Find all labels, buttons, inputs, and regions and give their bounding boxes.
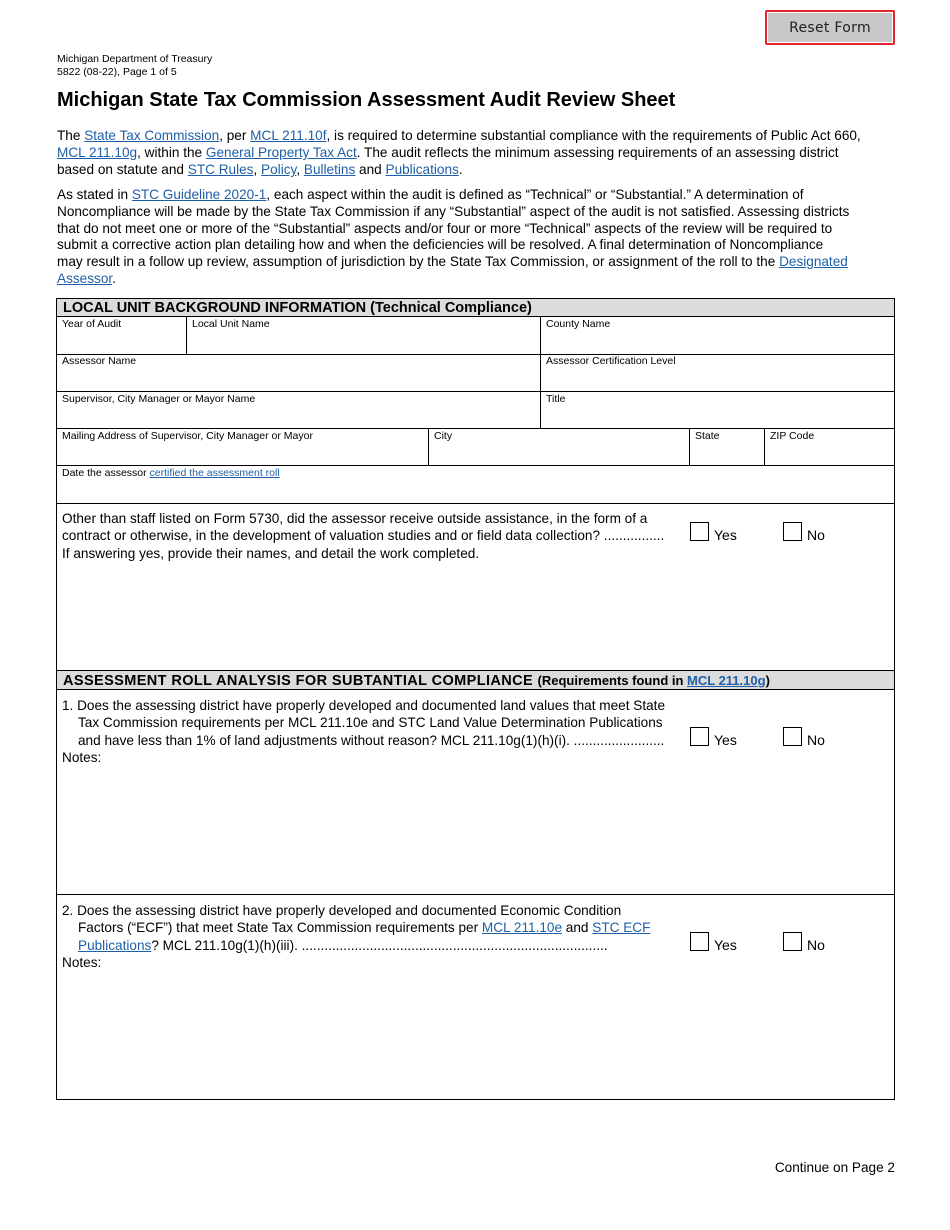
- question-1: 1. Does the assessing district have properly developed and documented land values that meet State Tax Commission requirements per MCL 211.10e and STC Land Value Determination Publications and have less than 1% of land adjustments without reason? MCL 211.10g(1)(h)(i). ........................ Notes:: [62, 698, 666, 765]
- col-divider: [540, 317, 541, 428]
- section-1-title: LOCAL UNIT BACKGROUND INFORMATION (Technical Compliance): [63, 300, 532, 316]
- mcl-211-10g-link[interactable]: MCL 211.10g: [57, 145, 138, 160]
- question-1-notes-field[interactable]: [62, 770, 889, 888]
- question-2-no-checkbox[interactable]: [783, 932, 802, 951]
- intro-paragraph: The State Tax Commission, per MCL 211.10f, is required to determine substantial compliance with the requirements of Public Act 660, MCL 211.10g, within the General Property Tax Act. The audit reflects the minimum assessing requirements of an assessing district based on statute and STC Rules, Policy, Bulletins and Publications.: [57, 128, 861, 177]
- col-divider: [428, 428, 429, 465]
- title-field[interactable]: Title: [546, 393, 566, 405]
- supervisor-name-field[interactable]: Supervisor, City Manager or Mayor Name: [62, 393, 256, 405]
- notes-label: Notes:: [62, 954, 102, 970]
- mcl-211-10g-requirements-link[interactable]: MCL 211.10g: [687, 673, 766, 688]
- stc-ecf-publications-link-cont[interactable]: Publications: [78, 937, 152, 953]
- col-divider: [689, 428, 690, 465]
- no-label: No: [807, 732, 825, 748]
- date-certified-field[interactable]: Date the assessor certified the assessment roll: [62, 467, 280, 479]
- yes-label: Yes: [714, 527, 737, 543]
- local-unit-name-field[interactable]: Local Unit Name: [192, 318, 270, 330]
- city-field[interactable]: City: [434, 430, 453, 442]
- question-1-yes-checkbox[interactable]: [690, 727, 709, 746]
- zip-code-field[interactable]: ZIP Code: [770, 430, 815, 442]
- certified-assessment-roll-link[interactable]: certified the assessment roll: [149, 467, 280, 479]
- assessor-name-field[interactable]: Assessor Name: [62, 355, 137, 367]
- bulletins-link[interactable]: Bulletins: [303, 162, 356, 177]
- outside-assistance-question: Other than staff listed on Form 5730, did the assessor receive outside assistance, in the form of a contract or otherwise, in the development of valuation studies and or field data collection? ................ If answering yes, provide their names, and detail the work completed.: [62, 511, 665, 561]
- question-2-yes-checkbox[interactable]: [690, 932, 709, 951]
- compliance-paragraph: As stated in STC Guideline 2020-1, each aspect within the audit is defined as “Technical” or “Substantial.” A determination of Noncompliance will be made by the State Tax Commission if any “Substantial” aspect of the audit is not satisfied. Assessing districts that do not meet one or more of the “Substantial” aspects and/or four or more “Technical” aspects of the review will be required to submit a corrective action plan detailing how and when the deficiencies will be resolved. A final determination of Noncompliance may result in a follow up review, assumption of jurisdiction by the State Tax Commission, or assignment of the roll to the Designated Assessor.: [57, 187, 850, 286]
- row-divider: [57, 503, 894, 504]
- continue-footer: Continue on Page 2: [774, 1160, 895, 1175]
- state-tax-commission-link[interactable]: State Tax Commission: [84, 128, 220, 143]
- row-divider: [57, 465, 894, 466]
- row-divider: [57, 391, 894, 392]
- stc-ecf-publications-link[interactable]: STC ECF: [592, 920, 651, 936]
- yes-label: Yes: [714, 732, 737, 748]
- designated-assessor-link[interactable]: Designated: [779, 254, 848, 270]
- mailing-address-field[interactable]: Mailing Address of Supervisor, City Manager or Mayor: [62, 430, 313, 442]
- question-2-notes-field[interactable]: [62, 975, 889, 1093]
- row-divider: [57, 354, 894, 355]
- designated-assessor-link-cont[interactable]: Assessor: [57, 270, 113, 286]
- yes-label: Yes: [714, 937, 737, 953]
- no-label: No: [807, 937, 825, 953]
- no-label: No: [807, 527, 825, 543]
- question-2: 2. Does the assessing district have properly developed and documented Economic Condition Factors (“ECF”) that meet State Tax Commission requirements per MCL 211.10e and STC ECF Publications? MCL 211.10g(1)(h)(iii). ................................................................................. Notes:: [62, 903, 651, 970]
- mcl-211-10f-link[interactable]: MCL 211.10f: [250, 128, 327, 143]
- page-title: Michigan State Tax Commission Assessment Audit Review Sheet: [57, 89, 676, 111]
- col-divider: [186, 317, 187, 354]
- county-name-field[interactable]: County Name: [546, 318, 611, 330]
- assessor-certification-field[interactable]: Assessor Certification Level: [546, 355, 676, 367]
- col-divider: [764, 428, 765, 465]
- question-1-no-checkbox[interactable]: [783, 727, 802, 746]
- publications-link[interactable]: Publications: [385, 162, 459, 177]
- state-field[interactable]: State: [695, 430, 720, 442]
- reset-form-button[interactable]: Reset Form: [765, 10, 895, 45]
- outside-assistance-no-checkbox[interactable]: [783, 522, 802, 541]
- policy-link[interactable]: Policy: [261, 162, 297, 177]
- row-divider: [57, 428, 894, 429]
- department-name: Michigan Department of Treasury: [57, 53, 213, 65]
- row-divider: [57, 894, 894, 895]
- stc-guideline-link[interactable]: STC Guideline 2020-1: [131, 187, 267, 202]
- mcl-211-10e-link[interactable]: MCL 211.10e: [481, 920, 563, 936]
- year-of-audit-field[interactable]: Year of Audit: [62, 318, 122, 330]
- stc-rules-link[interactable]: STC Rules: [187, 162, 254, 177]
- general-property-tax-act-link[interactable]: General Property Tax Act: [205, 145, 357, 160]
- outside-assistance-yes-checkbox[interactable]: [690, 522, 709, 541]
- notes-label: Notes:: [62, 749, 102, 765]
- form-number: 5822 (08-22), Page 1 of 5: [57, 66, 177, 78]
- section-2-title: ASSESSMENT ROLL ANALYSIS FOR SUBTANTIAL COMPLIANCE (Requirements found in MCL 211.10g): [63, 673, 770, 689]
